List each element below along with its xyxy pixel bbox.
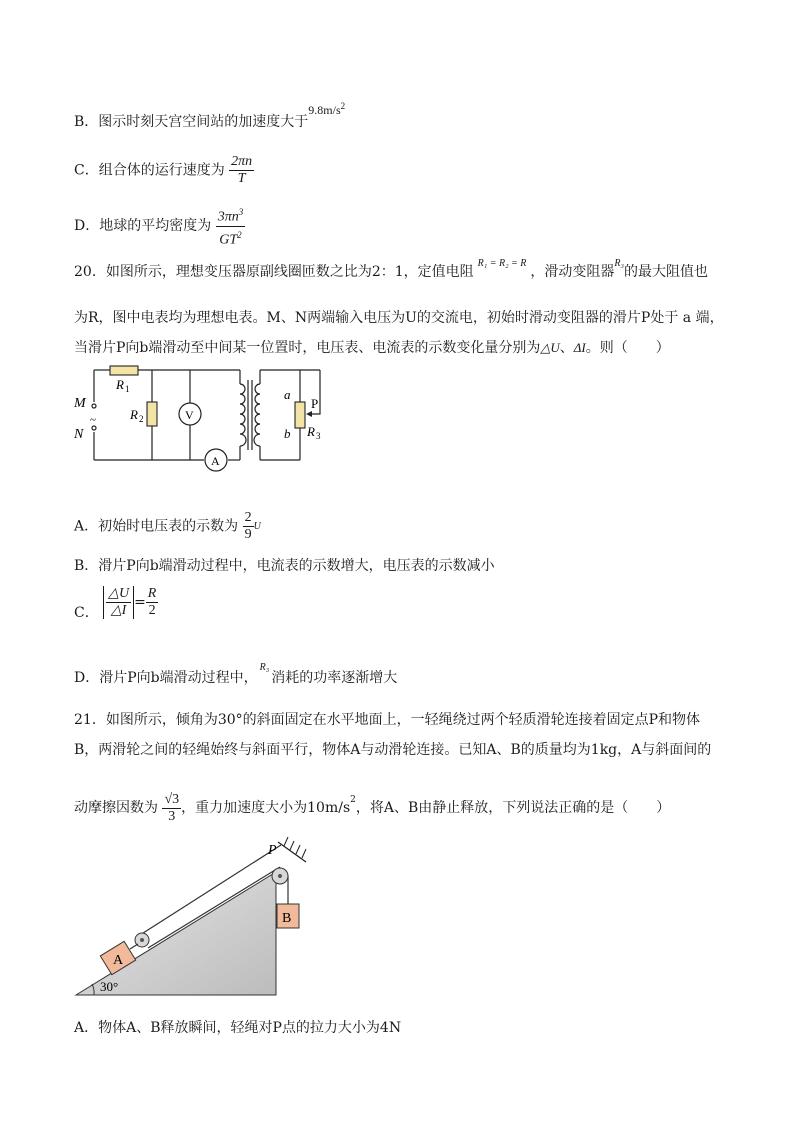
q20-line2: 为R，图中电表均为理想电表。M、N两端输入电压为U的交流电，初始时滑动变阻器的滑片P处于 a 端， (74, 310, 724, 326)
q21-line2: B，两滑轮之间的轻绳始终与斜面平行，物体A与动滑轮连接。已知A、B的质量均为1kg，A与斜面间的 (74, 742, 712, 758)
label-p: P (311, 396, 319, 411)
option-d-prev-fraction: $\frac{3\pi n^3}{GT^2}$ (216, 204, 246, 248)
label-angle: 30° (100, 979, 119, 994)
label-fixed-point-p: P (268, 843, 277, 858)
label-r1: R (116, 377, 124, 392)
q20-formula: R₁ = R₂ = R (477, 258, 527, 269)
q20-line3: 当滑片P向b端滑动至中间某一位置时，电压表、电流表的示数变化量分别为△U、ΔI。则（ ） (74, 340, 670, 356)
q21-mu-fraction: $\frac{√3}{3}$ (164, 791, 180, 824)
option-d-prev-label: D．地球的平均密度为 (74, 218, 212, 235)
option-d-prev (74, 204, 245, 248)
svg-text:3: 3 (316, 431, 321, 441)
option-b-prev-value: $9.8m/s^2$ (308, 101, 346, 117)
svg-text:1: 1 (125, 384, 130, 394)
incline-surface (76, 872, 276, 995)
label-r3: R (307, 424, 315, 439)
slider-arrow-icon (306, 411, 312, 417)
option-c-prev (74, 154, 254, 187)
svg-text:2: 2 (139, 414, 144, 424)
ammeter-label: A (211, 454, 220, 468)
option-c-prev-fraction: $\frac{2\pi n}{T}$ (231, 154, 253, 186)
resistor-r2 (147, 402, 157, 426)
circuit-diagram (70, 362, 321, 472)
q21-line1: 21．如图所示，倾角为30°的斜面固定在水平地面上，一轻绳绕过两个轻质滑轮连接着固定点P和物体 (74, 712, 701, 728)
label-m: M (74, 396, 86, 411)
label-b: b (284, 426, 291, 441)
q20-option-a: A．初始时电压表的示数为 $\frac{2}{9}$ U (74, 510, 261, 542)
label-block-a: A (113, 953, 124, 968)
q21-option-a: A．物体A、B释放瞬间，轻绳对P点的拉力大小为4N (74, 1020, 402, 1036)
option-b-prev (74, 101, 346, 132)
label-n: N (74, 427, 84, 442)
q21-line3: 动摩擦因数为 $\frac{√3}{3}$ ，重力加速度大小为$10m/s^2$，将A、B由静止释放，下列说法正确的是（ ） (74, 791, 671, 824)
option-b-prev-label: B．图示时刻天宫空间站的加速度大于 (74, 114, 309, 130)
ac-source-icon: ~ (90, 414, 96, 426)
q20-option-b: B．滑片P向b端滑动过程中，电流表的示数增大，电压表的示数减小 (74, 558, 495, 574)
option-c-prev-label: C．组合体的运行速度为 (74, 162, 225, 179)
incline-diagram (70, 832, 320, 1002)
resistor-r1 (110, 366, 138, 375)
label-block-b: B (282, 911, 292, 926)
q20-option-c: C． $\frac{\triangle U}{\triangle I}$ = $\frac{R}{2}$ (74, 586, 157, 621)
label-a: a (284, 387, 291, 402)
resistor-r3 (295, 402, 305, 428)
q20-line1: 20．如图所示，理想变压器原副线圈匝数之比为2：1，定值电阻$^{R_1 = R_2 = R}$，滑动变阻器$^{R_3}$的最大阻值也 (74, 258, 709, 280)
label-r2: R (130, 407, 138, 422)
q20-option-d: D．滑片P向b端滑动过程中，$^{R_3}$消耗的功率逐渐增大 (74, 662, 398, 686)
q20-option-c-abs: $\frac{\triangle U}{\triangle I}$ (103, 586, 134, 619)
voltmeter-label: V (185, 408, 194, 422)
q20-option-a-fraction: $\frac{2}{9}$ (244, 510, 252, 542)
